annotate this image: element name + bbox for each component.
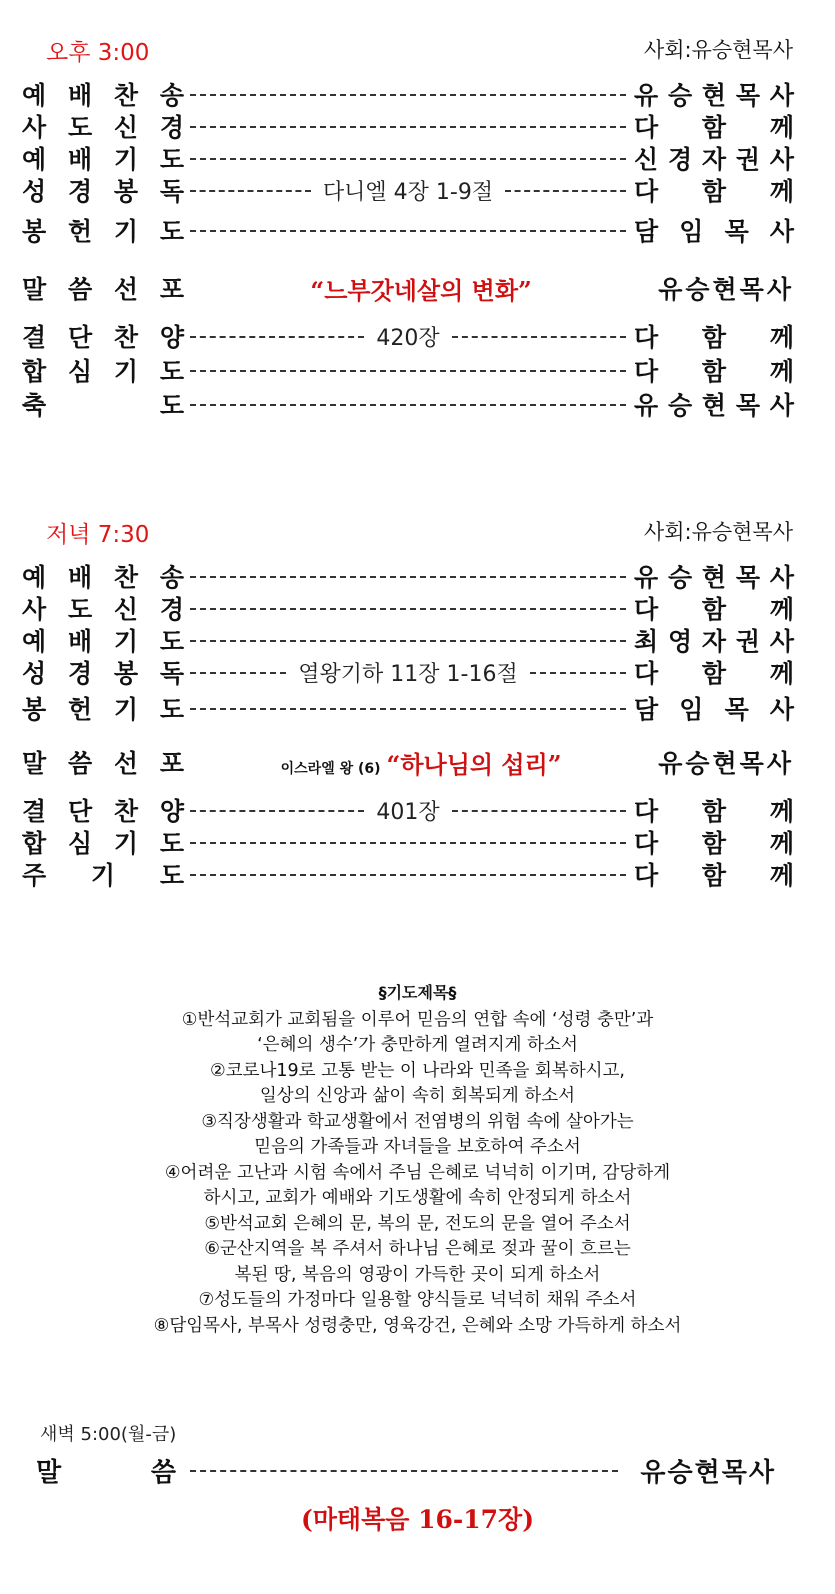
order-label	[22, 140, 184, 176]
sermon-title	[184, 271, 658, 306]
preacher: 유승현목사	[658, 275, 794, 304]
afternoon-header	[0, 34, 835, 66]
order-detail: 다니엘 4장 1-9절	[322, 179, 494, 205]
person-char: 함	[701, 177, 727, 206]
person-char: 다	[634, 323, 659, 352]
label-char: 예	[22, 81, 47, 110]
label-char: 단	[67, 797, 93, 826]
label-char: 씀	[67, 275, 93, 304]
service-host: 사회:유승현목사	[643, 38, 793, 62]
order-label	[22, 622, 184, 658]
person-char: 께	[769, 797, 794, 826]
prayer-line: ②코로나19로 고통 받는 이 나라와 민족을 회복하시고,	[210, 1060, 625, 1081]
sermon-row	[22, 742, 794, 782]
order-label	[22, 172, 184, 208]
person-char: 유	[634, 81, 659, 110]
order-person	[634, 856, 794, 892]
dashed-leader	[190, 92, 626, 96]
order-row	[22, 692, 794, 724]
label-char: 주	[22, 861, 47, 890]
order-person	[634, 690, 794, 726]
person-char: 목	[724, 217, 749, 246]
service-time: 오후 3:00	[46, 40, 150, 66]
person-char: 함	[701, 323, 727, 352]
person-char: 함	[701, 659, 727, 688]
prayer-line: ①반석교회가 교회됨을 이루어 믿음의 연합 속에 ‘성령 충만’과	[181, 1009, 654, 1030]
person-char: 다	[634, 861, 659, 890]
order-row	[22, 320, 794, 352]
label-char: 사	[22, 595, 47, 624]
order-label	[22, 590, 184, 626]
person-char: 유	[634, 563, 659, 592]
order-person	[634, 654, 794, 690]
label-char: 배	[67, 145, 93, 174]
sermon-title	[184, 745, 658, 780]
evening-header	[0, 516, 835, 548]
person-char: 현	[701, 81, 727, 110]
label-char: 말	[36, 1457, 62, 1488]
dashed-leader	[190, 638, 626, 642]
person-char: 사	[769, 217, 794, 246]
label-char: 배	[67, 81, 93, 110]
dashed-leader	[190, 574, 626, 578]
person-char: 임	[679, 217, 704, 246]
prayer-title: §기도제목§	[378, 983, 457, 1002]
label-char: 기	[90, 861, 116, 890]
service-host: 사회:유승현목사	[643, 520, 793, 544]
order-row	[22, 858, 794, 890]
order-row	[22, 794, 794, 826]
label-char: 포	[159, 749, 184, 778]
order-label	[22, 352, 184, 388]
label-char: 기	[113, 829, 139, 858]
order-detail: 401장	[376, 799, 440, 825]
order-row	[22, 142, 794, 174]
order-person	[634, 108, 794, 144]
order-row	[22, 560, 794, 592]
label-char: 성	[22, 177, 47, 206]
order-row	[22, 354, 794, 386]
order-label	[22, 792, 184, 828]
dashed-leader	[190, 872, 626, 876]
service-time: 저녁 7:30	[46, 522, 150, 548]
order-row	[22, 174, 794, 206]
label-char: 송	[159, 563, 184, 592]
order-label	[22, 76, 184, 112]
label-char: 경	[159, 113, 184, 142]
label-char: 경	[67, 659, 93, 688]
order-label	[22, 690, 184, 726]
person-char: 함	[701, 861, 727, 890]
label-char: 찬	[113, 563, 139, 592]
person-char: 목	[724, 695, 749, 724]
label-char: 기	[113, 145, 139, 174]
order-row	[22, 592, 794, 624]
person-char: 현	[701, 391, 727, 420]
label-char: 씀	[150, 1457, 176, 1488]
label-char: 도	[67, 113, 93, 142]
label-char: 도	[159, 861, 184, 890]
prayer-line: 하시고, 교회가 예배와 기도생활에 속히 안정되게 하소서	[203, 1188, 632, 1208]
sermon-title-text: “느부갓네살의 변화”	[310, 275, 532, 305]
prayer-line: ⑥군산지역을 복 주셔서 하나님 은혜로 젖과 꿀이 흐르는	[204, 1239, 631, 1259]
person-char: 다	[634, 797, 659, 826]
person-char: 경	[667, 145, 693, 174]
person-char: 사	[769, 391, 794, 420]
label-char: 봉	[113, 659, 139, 688]
person-char: 임	[679, 695, 704, 724]
order-label	[22, 318, 184, 354]
prayer-line: ⑦성도들의 가정마다 일용할 양식들로 넉넉히 채워 주소서	[198, 1290, 637, 1310]
label-char: 독	[159, 659, 184, 688]
label-char: 단	[67, 323, 93, 352]
sermon-label	[22, 270, 184, 306]
person-char: 께	[769, 595, 794, 624]
label-char: 배	[67, 627, 93, 656]
label-char: 경	[159, 595, 184, 624]
person-char: 사	[769, 695, 794, 724]
dashed-leader	[190, 228, 626, 232]
person-char: 다	[634, 659, 659, 688]
label-char: 기	[113, 627, 139, 656]
person-char: 목	[735, 391, 761, 420]
dashed-leader	[190, 1468, 618, 1472]
order-label	[22, 824, 184, 860]
label-char: 선	[113, 749, 139, 778]
person-char: 다	[634, 113, 659, 142]
order-person	[634, 590, 794, 626]
person-char: 다	[634, 595, 659, 624]
order-row	[22, 624, 794, 656]
person-char: 께	[769, 659, 794, 688]
label-char: 선	[113, 275, 139, 304]
label-char: 봉	[113, 177, 139, 206]
label-char: 송	[159, 81, 184, 110]
prayer-line: ③직장생활과 학교생활에서 전염병의 위험 속에 살아가는	[201, 1111, 634, 1132]
label-char: 축	[22, 391, 47, 420]
person-char: 자	[701, 145, 727, 174]
person-char: 다	[634, 177, 659, 206]
person-char: 자	[701, 627, 727, 656]
label-char: 기	[113, 695, 139, 724]
label-char: 도	[159, 391, 184, 420]
sermon-label	[22, 744, 184, 780]
label-char: 도	[159, 627, 184, 656]
person-char: 승	[667, 563, 693, 592]
person-char: 다	[634, 829, 659, 858]
label-char: 도	[67, 595, 93, 624]
order-detail: 420장	[376, 325, 440, 351]
person-char: 현	[701, 563, 727, 592]
person-char: 목	[735, 81, 761, 110]
order-label	[22, 386, 184, 422]
person-char: 다	[634, 357, 659, 386]
label-char: 신	[113, 113, 139, 142]
prayer-line: 일상의 신앙과 삶이 속히 회복되게 하소서	[259, 1086, 576, 1106]
dawn-preacher: 유승현목사	[640, 1457, 776, 1488]
order-label	[22, 856, 184, 892]
person-char: 권	[735, 627, 761, 656]
person-char: 함	[701, 113, 727, 142]
label-char: 기	[113, 217, 139, 246]
order-label	[22, 108, 184, 144]
order-person	[634, 792, 794, 828]
label-char: 예	[22, 145, 47, 174]
label-char: 사	[22, 113, 47, 142]
label-char: 양	[159, 323, 184, 352]
prayer-lines	[0, 1008, 835, 1340]
label-char: 봉	[22, 217, 47, 246]
label-char: 헌	[67, 695, 93, 724]
order-label	[22, 558, 184, 594]
order-person	[634, 172, 794, 208]
order-label	[22, 654, 184, 690]
person-char: 께	[769, 357, 794, 386]
prayer-line: ⑧담임목사, 부목사 성령충만, 영육강건, 은혜와 소망 가득하게 하소서	[153, 1315, 682, 1336]
order-person	[634, 352, 794, 388]
person-char: 께	[769, 829, 794, 858]
person-char: 함	[701, 829, 727, 858]
label-char: 도	[159, 217, 184, 246]
person-char: 께	[769, 861, 794, 890]
prayer-line: ‘은혜의 생수’가 충만하게 열려지게 하소서	[257, 1035, 578, 1055]
label-char: 찬	[113, 81, 139, 110]
label-char: 심	[67, 357, 93, 386]
label-char: 성	[22, 659, 47, 688]
person-char: 함	[701, 797, 727, 826]
person-char: 최	[634, 627, 659, 656]
dashed-leader	[190, 175, 626, 206]
label-char: 합	[22, 357, 47, 386]
dashed-leader	[190, 840, 626, 844]
label-char: 신	[113, 595, 139, 624]
label-char: 경	[67, 177, 93, 206]
person-char: 목	[735, 563, 761, 592]
person-char: 권	[735, 145, 761, 174]
order-person	[634, 318, 794, 354]
prayer-requests	[0, 980, 835, 1339]
order-person	[634, 386, 794, 422]
dawn-time: 새벽 5:00(월-금)	[40, 1424, 177, 1445]
order-detail: 열왕기하 11장 1-16절	[298, 661, 518, 687]
prayer-line: ④어려운 고난과 시험 속에서 주님 은혜로 넉넉히 이기며, 감당하게	[164, 1162, 671, 1183]
sermon-title-text: “하나님의 섭리”	[386, 749, 562, 779]
person-char: 사	[769, 627, 794, 656]
order-row	[22, 214, 794, 246]
person-char: 사	[769, 81, 794, 110]
label-char: 도	[159, 829, 184, 858]
label-char: 예	[22, 627, 47, 656]
label-char: 찬	[113, 797, 139, 826]
label-char: 합	[22, 829, 47, 858]
prayer-line: 복된 땅, 복음의 영광이 가득한 곳이 되게 하소서	[234, 1264, 601, 1285]
preacher: 유승현목사	[658, 749, 794, 778]
sermon-row	[22, 268, 794, 308]
dashed-leader	[190, 124, 626, 128]
person-char: 함	[701, 357, 727, 386]
order-label	[22, 212, 184, 248]
dashed-leader	[190, 606, 626, 610]
order-person	[634, 622, 794, 658]
label-char: 말	[22, 275, 47, 304]
dashed-leader	[190, 402, 626, 406]
order-row	[22, 656, 794, 688]
order-person	[634, 140, 794, 176]
dashed-leader	[190, 156, 626, 160]
person-char: 담	[634, 217, 659, 246]
label-char: 도	[159, 145, 184, 174]
label-char: 봉	[22, 695, 47, 724]
label-char: 도	[159, 695, 184, 724]
order-person	[634, 212, 794, 248]
person-char: 유	[634, 391, 659, 420]
order-person	[634, 824, 794, 860]
person-char: 께	[769, 323, 794, 352]
person-char: 승	[667, 81, 693, 110]
dawn-label	[36, 1452, 176, 1489]
label-char: 기	[113, 357, 139, 386]
person-char: 사	[769, 145, 794, 174]
label-char: 씀	[67, 749, 93, 778]
prayer-line: ⑤반석교회 은혜의 문, 복의 문, 전도의 문을 열어 주소서	[204, 1213, 631, 1234]
person-char: 영	[667, 627, 693, 656]
label-char: 배	[67, 563, 93, 592]
label-char: 말	[22, 749, 47, 778]
order-row	[22, 78, 794, 110]
order-row	[22, 110, 794, 142]
dashed-leader	[190, 795, 626, 826]
person-char: 께	[769, 113, 794, 142]
dashed-leader	[190, 657, 626, 688]
label-char: 헌	[67, 217, 93, 246]
dawn-scripture: (마태복음 16-17장)	[300, 1505, 535, 1534]
dawn-sermon-row	[36, 1452, 776, 1488]
prayer-line: 믿음의 가족들과 자녀들을 보호하여 주소서	[254, 1137, 581, 1157]
order-row	[22, 826, 794, 858]
label-char: 양	[159, 797, 184, 826]
label-char: 독	[159, 177, 184, 206]
label-char: 결	[22, 323, 47, 352]
label-char: 결	[22, 797, 47, 826]
label-char: 포	[159, 275, 184, 304]
label-char: 찬	[113, 323, 139, 352]
label-char: 심	[67, 829, 93, 858]
person-char: 께	[769, 177, 794, 206]
label-char: 도	[159, 357, 184, 386]
sermon-series: 이스라엘 왕 (6)	[280, 760, 381, 777]
order-person	[634, 558, 794, 594]
person-char: 사	[769, 563, 794, 592]
person-char: 승	[667, 391, 693, 420]
person-char: 신	[634, 145, 659, 174]
person-char: 함	[701, 595, 727, 624]
order-row	[22, 388, 794, 420]
order-person	[634, 76, 794, 112]
dashed-leader	[190, 706, 626, 710]
person-char: 담	[634, 695, 659, 724]
label-char: 예	[22, 563, 47, 592]
dashed-leader	[190, 368, 626, 372]
dashed-leader	[190, 321, 626, 352]
